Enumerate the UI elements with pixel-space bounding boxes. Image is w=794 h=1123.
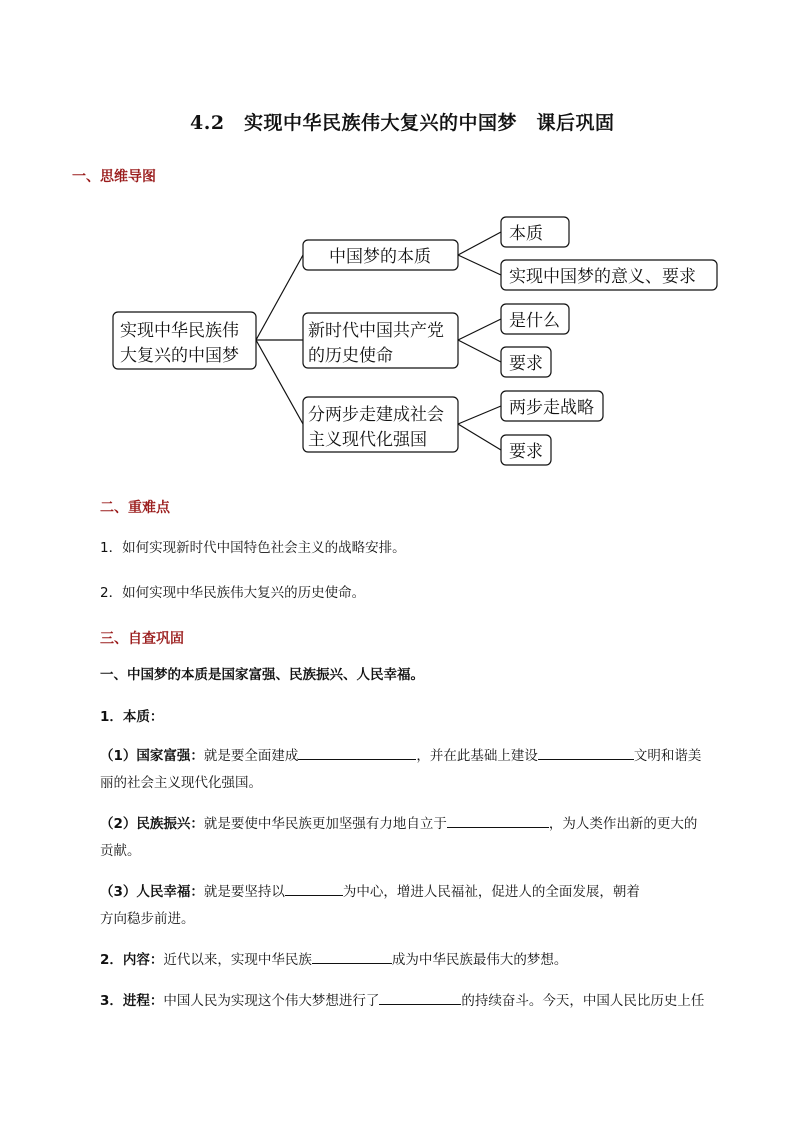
paragraph-1-line1: [100, 745, 701, 767]
p1-text-a: 就是要全面建成: [203, 748, 299, 764]
fill-blank-2[interactable]: [538, 745, 634, 760]
fill-blank-1[interactable]: [298, 745, 416, 760]
mindmap-leaf-label: 实现中国梦的意义、要求: [509, 267, 696, 287]
section-heading-self-check: 三、自查巩固: [100, 631, 184, 647]
key-point-2: 2．如何实现中华民族伟大复兴的历史使命。: [100, 585, 366, 601]
mindmap-leaf-label: 本质: [509, 224, 543, 244]
page-title: 4.2 实现中华民族伟大复兴的中国梦 课后巩固: [190, 112, 615, 134]
item3-text-b: 的持续奋斗。今天，中国人民比历史上任: [461, 993, 705, 1009]
p2-label: （2）民族振兴：: [100, 816, 204, 832]
section-heading-key-points: 二、重难点: [100, 500, 170, 516]
p3-text-c: 方向稳步前进。: [100, 911, 195, 927]
item2-text-a: 近代以来，实现中华民族: [163, 952, 312, 968]
mindmap-branch3-line1: 分两步走建成社会: [308, 405, 444, 425]
item3-line: [100, 990, 704, 1012]
mindmap-connector: [458, 319, 501, 340]
mindmap-connector: [458, 232, 501, 255]
p1-text-c: 文明和谐美: [633, 748, 702, 764]
item2-label: 2．内容：: [100, 952, 164, 968]
mindmap-connector: [458, 340, 501, 362]
paragraph-2-line1: [100, 813, 697, 835]
mind-map: [0, 200, 794, 500]
p3-text-b: 为中心，增进人民福祉，促进人的全面发展，朝着: [342, 884, 640, 900]
p1-text-b: ，并在此基础上建设: [416, 748, 538, 764]
mindmap-root-line1: 实现中华民族伟: [120, 321, 239, 341]
fill-blank-5[interactable]: [312, 949, 392, 964]
item2-text-b: 成为中华民族最伟大的梦想。: [391, 952, 568, 968]
p2-text-a: 就是要使中华民族更加坚强有力地自立于: [203, 816, 447, 832]
mindmap-branch3-line2: 主义现代化强国: [308, 430, 427, 450]
mindmap-leaf-label: 两步走战略: [509, 398, 594, 418]
mindmap-leaf-label: 要求: [509, 442, 543, 462]
item3-label: 3．进程：: [100, 993, 164, 1009]
mindmap-connector: [458, 406, 501, 424]
mindmap-leaf-label: 要求: [509, 354, 543, 374]
mindmap-connector: [458, 424, 501, 450]
mindmap-leaf-label: 是什么: [509, 311, 560, 331]
fill-blank-6[interactable]: [379, 990, 461, 1005]
p3-label: （3）人民幸福：: [100, 884, 204, 900]
paragraph-3-line1: [100, 881, 640, 903]
fill-blank-4[interactable]: [285, 881, 343, 896]
p1-text-d: 丽的社会主义现代化强国。: [100, 775, 262, 791]
item3-text-a: 中国人民为实现这个伟大梦想进行了: [163, 993, 380, 1009]
key-point-1: 1．如何实现新时代中国特色社会主义的战略安排。: [100, 540, 406, 556]
section-heading-mindmap: 一、思维导图: [72, 169, 156, 185]
mindmap-connector: [256, 255, 303, 340]
item1-label: 1．本质：: [100, 709, 164, 725]
mindmap-branch1-label: 中国梦的本质: [329, 247, 431, 267]
mindmap-branch2-line1: 新时代中国共产党: [308, 321, 444, 341]
mindmap-branch2-line2: 的历史使命: [308, 346, 393, 366]
mindmap-connector: [256, 340, 303, 424]
p1-label: （1）国家富强：: [100, 748, 204, 764]
mindmap-connector: [458, 255, 501, 275]
fill-blank-3[interactable]: [447, 813, 549, 828]
p3-text-a: 就是要坚持以: [203, 884, 285, 900]
p2-text-b: ，为人类作出新的更大的: [548, 816, 698, 832]
mindmap-root-line2: 大复兴的中国梦: [120, 346, 239, 366]
item2-line: [100, 949, 567, 971]
p2-text-c: 贡献。: [100, 843, 141, 859]
content-heading: 一、中国梦的本质是国家富强、民族振兴、人民幸福。: [100, 667, 424, 683]
